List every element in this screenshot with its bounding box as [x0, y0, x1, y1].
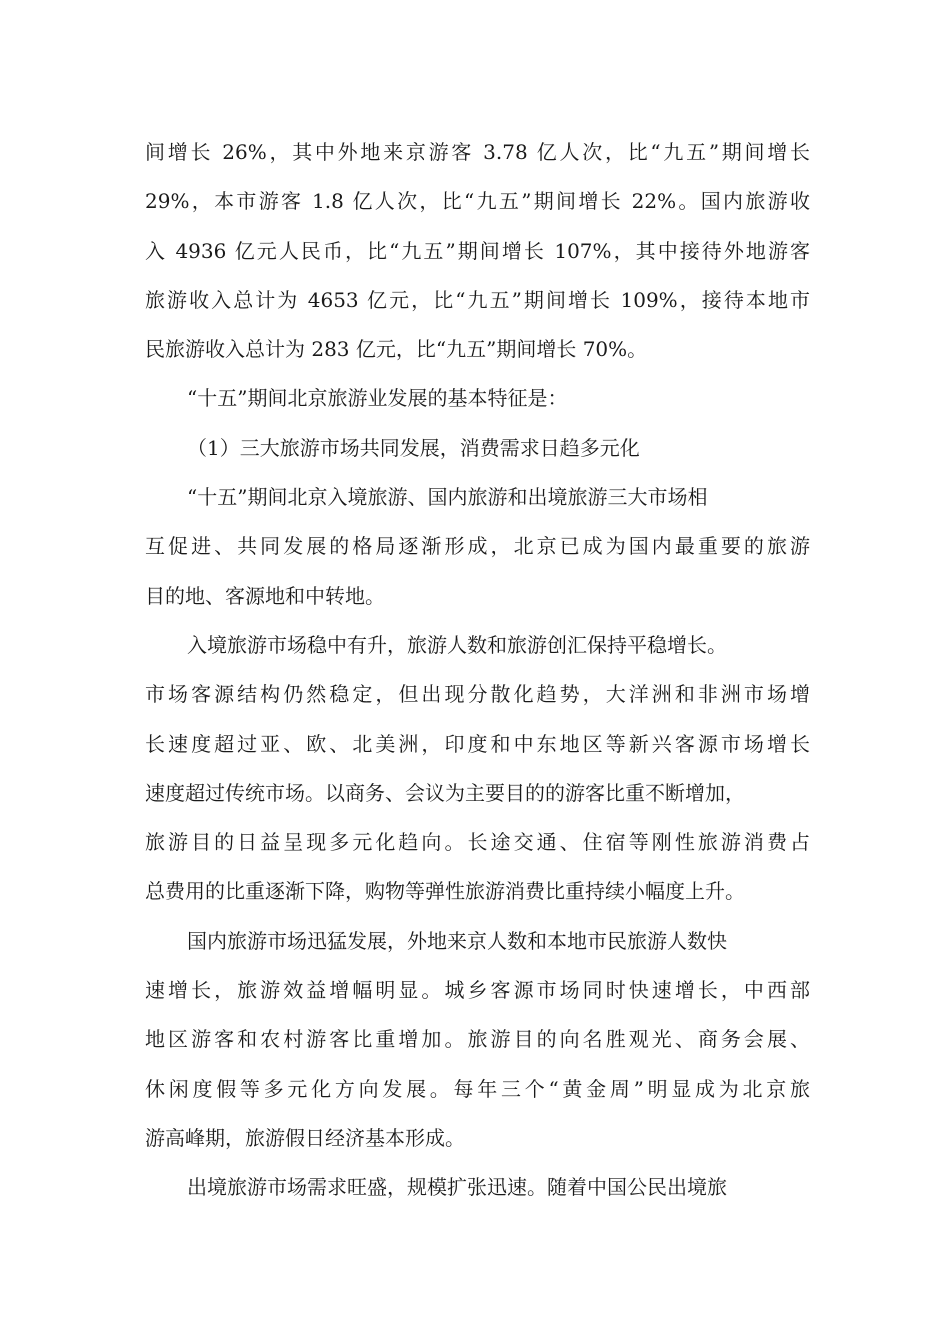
section-heading: （1）三大旅游市场共同发展，消费需求日趋多元化: [187, 435, 640, 460]
text-line: 国内旅游市场迅猛发展，外地来京人数和本地市民旅游人数快: [187, 928, 727, 953]
text-line: 旅游收入总计为 4653 亿元，比“九五”期间增长 109%，接待本地市: [145, 287, 810, 312]
text-line: 地区游客和农村游客比重增加。旅游目的向名胜观光、商务会展、: [145, 1027, 810, 1052]
text-line: 间增长 26%，其中外地来京游客 3.78 亿人次，比“九五”期间增长: [145, 140, 810, 164]
text-line: 29%，本市游客 1.8 亿人次，比“九五”期间增长 22%。国内旅游收: [145, 189, 810, 214]
text-line: 目的地、客源地和中转地。: [145, 583, 385, 608]
text-line: 速增长，旅游效益增幅明显。城乡客源市场同时快速增长，中西部: [145, 978, 810, 1003]
text-line: “十五”期间北京入境旅游、国内旅游和出境旅游三大市场相: [187, 485, 708, 510]
text-line: 市场客源结构仍然稳定，但出现分散化趋势，大洋洲和非洲市场增: [145, 682, 810, 707]
text-line: “十五”期间北京旅游业发展的基本特征是：: [187, 386, 568, 411]
text-line: 休闲度假等多元化方向发展。每年三个“黄金周”明显成为北京旅: [145, 1076, 810, 1101]
text-line: 速度超过传统市场。以商务、会议为主要目的的游客比重不断增加，: [145, 780, 745, 805]
text-line: 民旅游收入总计为 283 亿元，比“九五”期间增长 70%。: [145, 337, 648, 362]
text-line: 旅游目的日益呈现多元化趋向。长途交通、住宿等刚性旅游消费占: [145, 830, 810, 855]
text-line: 游高峰期，旅游假日经济基本形成。: [145, 1125, 465, 1150]
text-line: 入 4936 亿元人民币，比“九五”期间增长 107%，其中接待外地游客: [145, 238, 810, 263]
text-line: 长速度超过亚、欧、北美洲，印度和中东地区等新兴客源市场增长: [145, 731, 810, 756]
text-line: 互促进、共同发展的格局逐渐形成，北京已成为国内最重要的旅游: [145, 534, 810, 559]
text-line: 入境旅游市场稳中有升，旅游人数和旅游创汇保持平稳增长。: [187, 632, 727, 657]
text-line: 出境旅游市场需求旺盛，规模扩张迅速。随着中国公民出境旅: [187, 1175, 727, 1200]
text-line: 总费用的比重逐渐下降，购物等弹性旅游消费比重持续小幅度上升。: [145, 879, 745, 904]
body-text: [145, 128, 815, 1213]
